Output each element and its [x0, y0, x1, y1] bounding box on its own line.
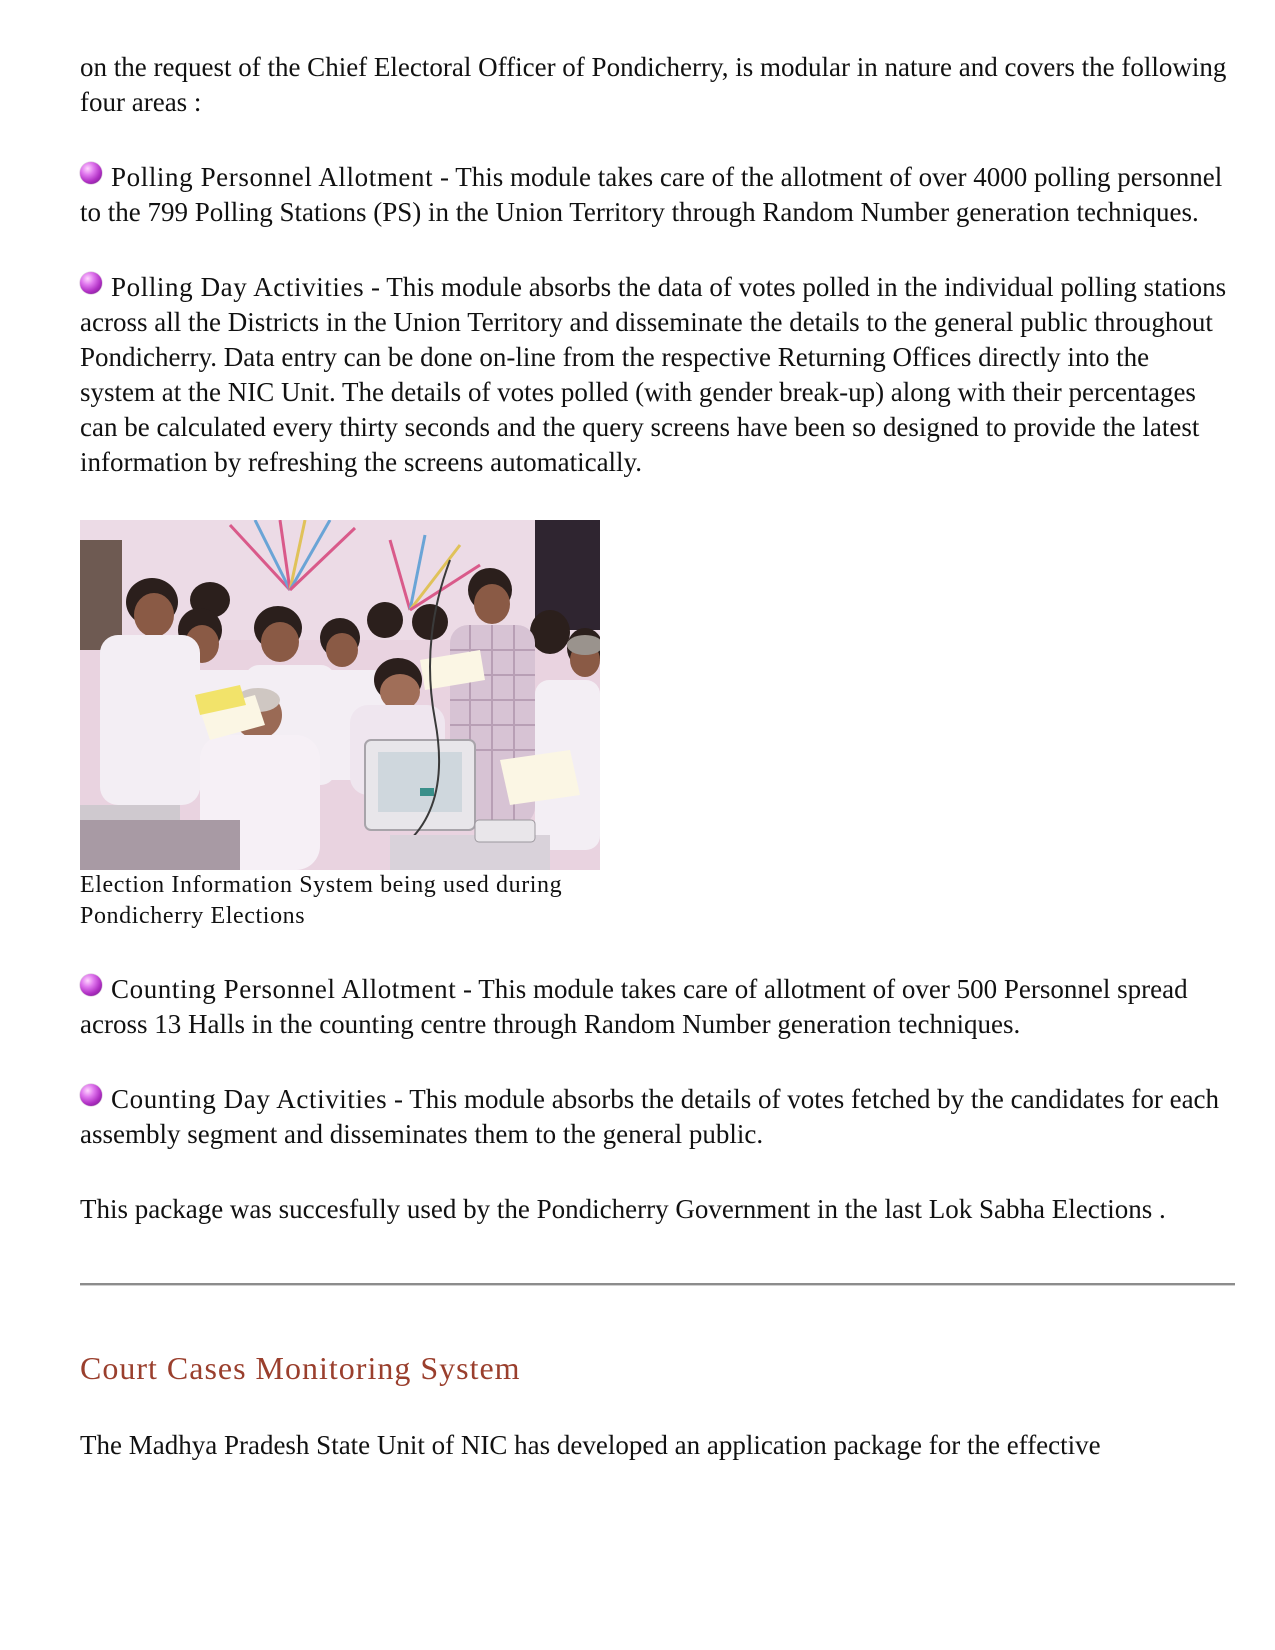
purple-bullet-icon	[80, 162, 102, 184]
module-title: Polling Personnel Allotment	[111, 162, 434, 192]
intro-paragraph: on the request of the Chief Electoral Officer of Pondicherry, is modular in nature and covers the following four areas :	[80, 52, 1227, 117]
section-paragraph: The Madhya Pradesh State Unit of NIC has developed an application package for the effective	[80, 1430, 1101, 1460]
module-counting-day-activities	[80, 1082, 1230, 1152]
module-title: Polling Day Activities	[111, 272, 365, 302]
module-title: Counting Personnel Allotment	[111, 974, 457, 1004]
election-photo	[80, 520, 600, 870]
purple-bullet-icon	[80, 974, 102, 996]
section-divider	[80, 1283, 1235, 1286]
closing-paragraph: This package was succesfully used by the Pondicherry Government in the last Lok Sabha Elections .	[80, 1194, 1166, 1224]
figure-caption: Election Information System being used during Pondicherry Elections	[80, 872, 563, 929]
module-polling-day-activities	[80, 270, 1230, 480]
document-page	[80, 50, 1230, 1463]
module-description: - This module takes care of the allotment of over 4000 polling personnel to the 799 Polling Stations (PS) in the Union Territory through Random Number generation techniques.	[80, 162, 1223, 227]
module-description: - This module absorbs the details of votes fetched by the candidates for each assembly segment and disseminates them to the general public.	[80, 1084, 1220, 1149]
module-title: Counting Day Activities	[111, 1084, 388, 1114]
purple-bullet-icon	[80, 1084, 102, 1106]
module-polling-personnel-allotment	[80, 160, 1230, 230]
purple-bullet-icon	[80, 272, 102, 294]
election-photo-figure	[80, 520, 600, 932]
module-counting-personnel-allotment	[80, 972, 1230, 1042]
module-description: - This module takes care of allotment of over 500 Personnel spread across 13 Halls in the counting centre through Random Number generation techniques.	[80, 974, 1188, 1039]
section-heading: Court Cases Monitoring System	[80, 1350, 521, 1386]
module-description: - This module absorbs the data of votes polled in the individual polling stations across all the Districts in the Union Territory and disseminate the details to the general public throughout Pondicherry. Data entry can be done on-line from the respective Returning Offices directly into the system at the NIC Unit. The details of votes polled (with gender break-up) along with their percentages can be calculated every thirty seconds and the query screens have been so designed to provide the latest information by refreshing the screens automatically.	[80, 272, 1227, 477]
